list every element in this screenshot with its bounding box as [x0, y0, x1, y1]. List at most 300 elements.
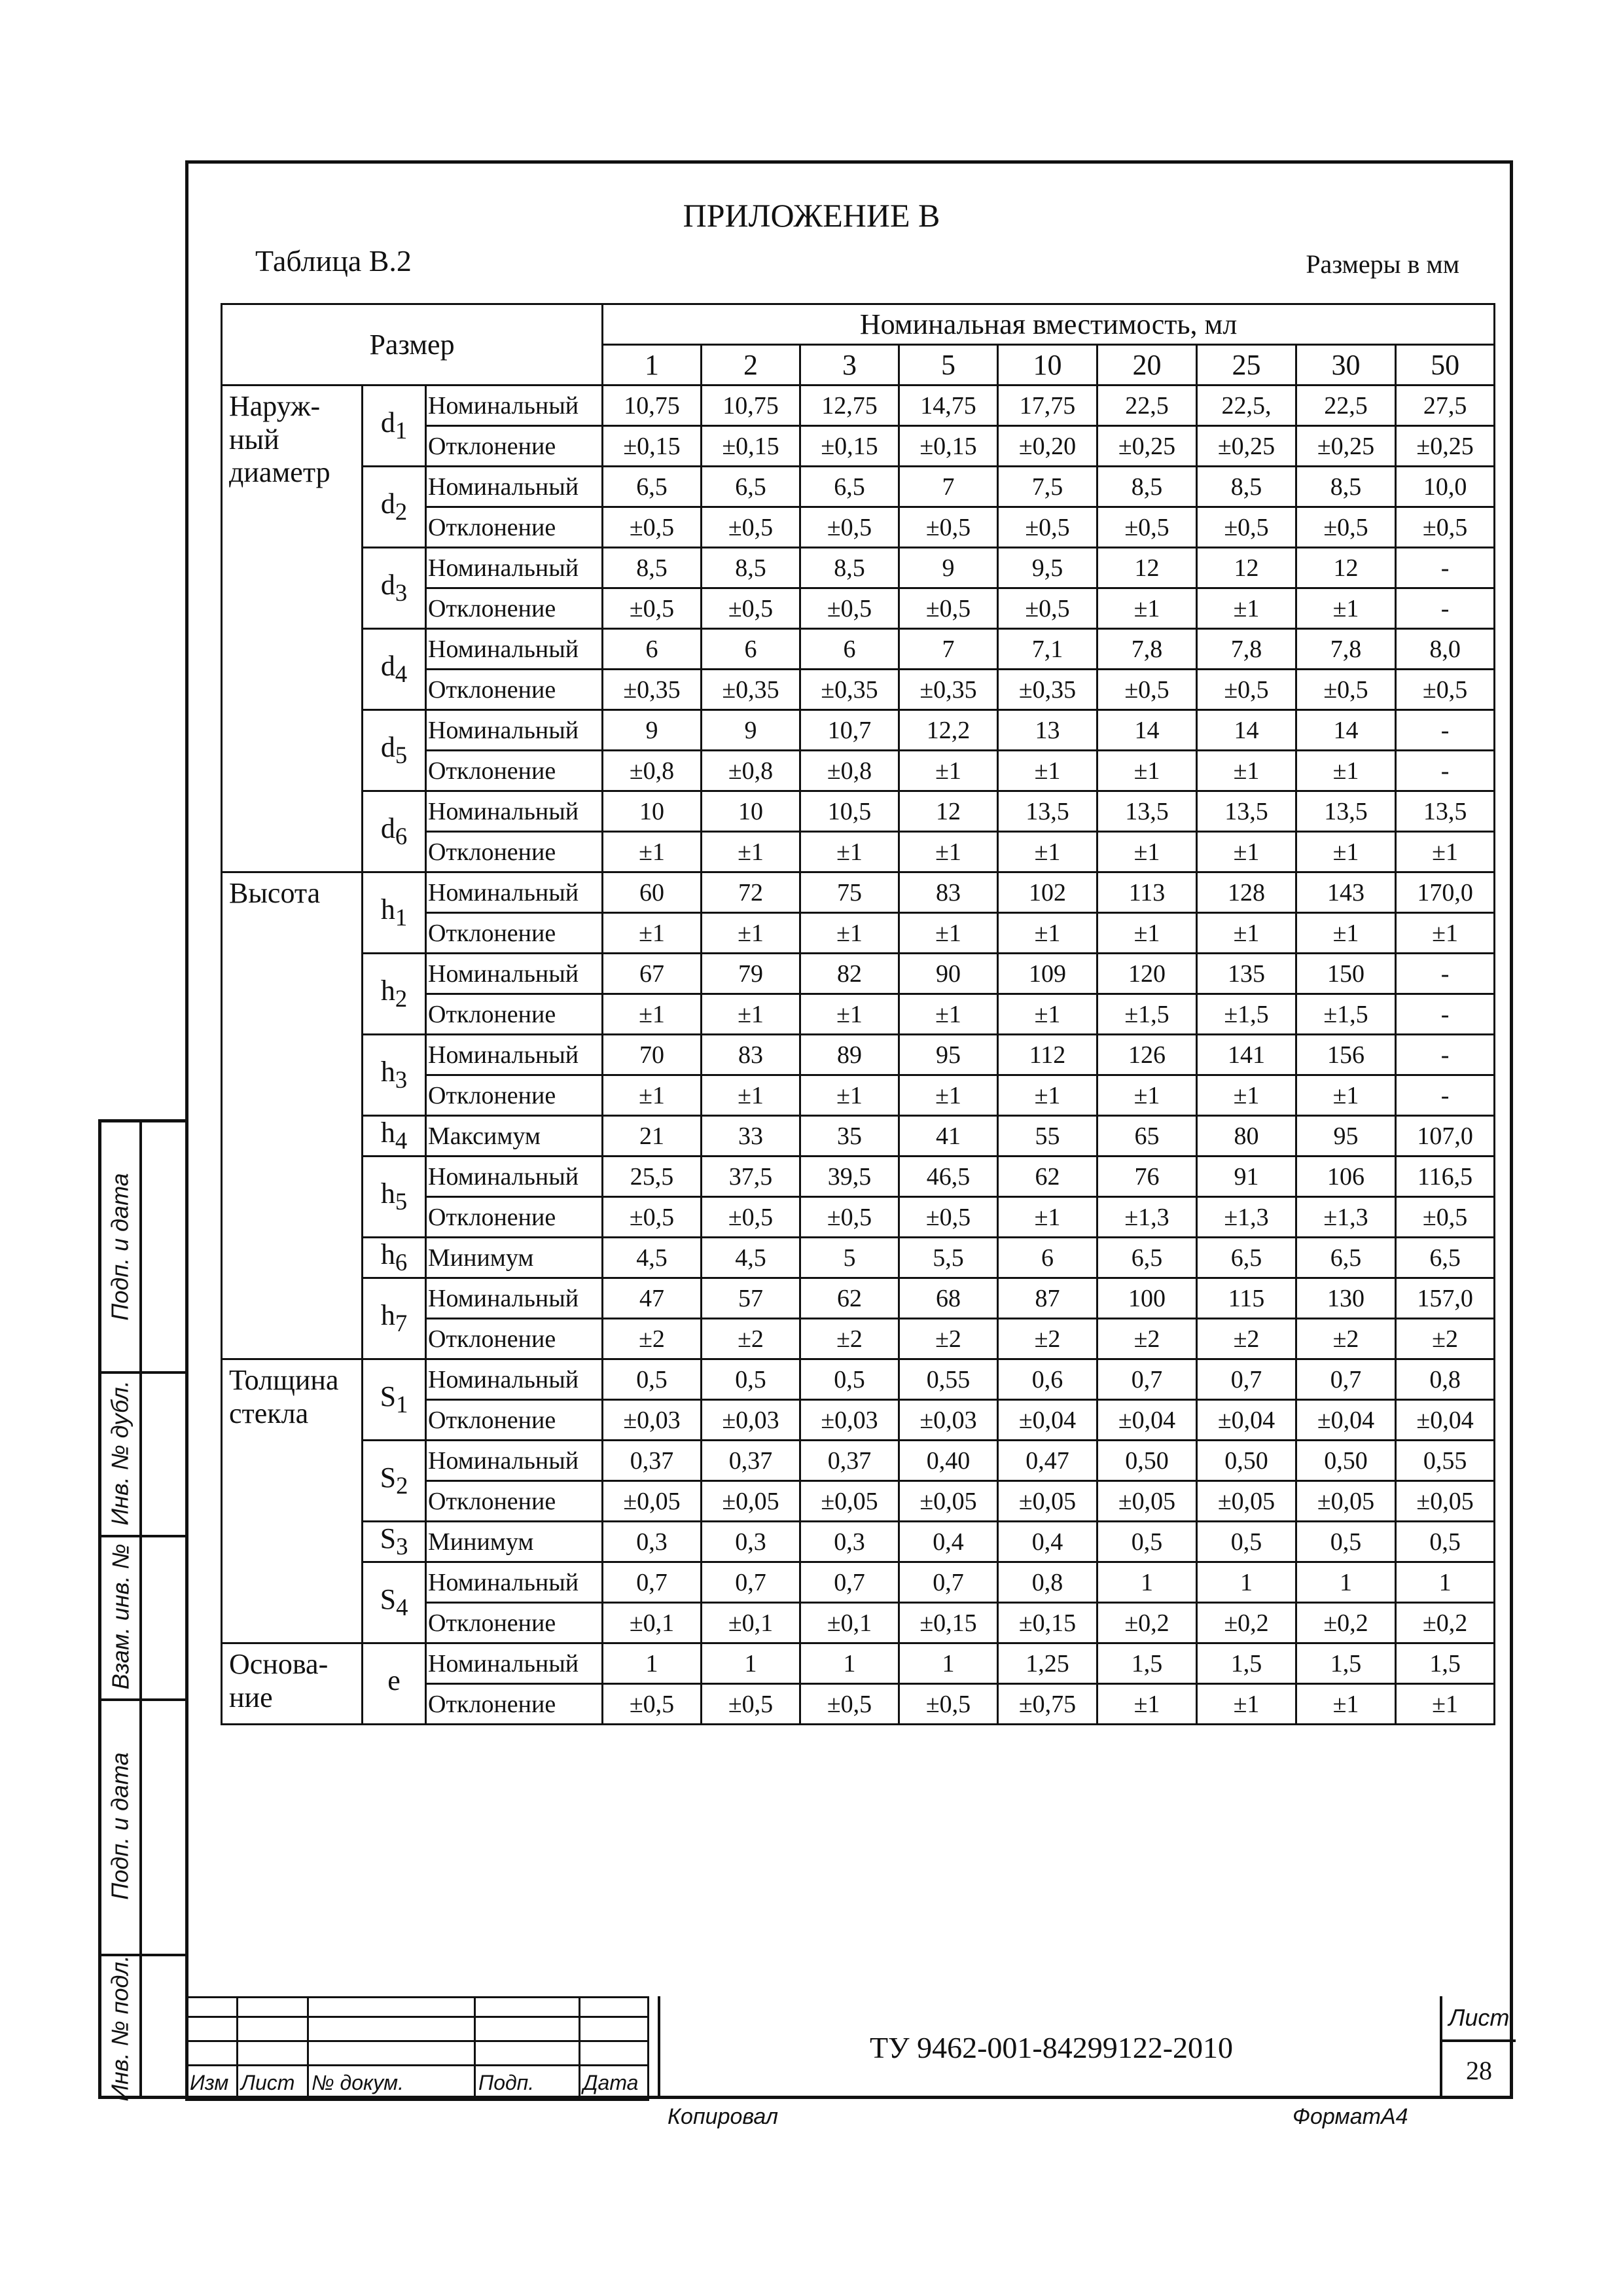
- value-cell: ±0,5: [1097, 507, 1197, 548]
- value-cell: ±2: [1296, 1319, 1396, 1359]
- value-cell: -: [1396, 994, 1495, 1035]
- value-cell: ±0,5: [702, 1684, 800, 1725]
- value-cell: ±0,05: [899, 1481, 998, 1522]
- value-cell: ±0,2: [1296, 1603, 1396, 1643]
- value-cell: ±1,3: [1197, 1197, 1296, 1238]
- value-cell: 1: [1296, 1562, 1396, 1603]
- value-cell: 1,25: [998, 1643, 1097, 1684]
- value-cell: 68: [899, 1278, 998, 1319]
- symbol-letter: h: [380, 1177, 395, 1210]
- value-cell: ±0,5: [702, 507, 800, 548]
- symbol-index: 5: [395, 1188, 408, 1215]
- value-cell: 1,5: [1296, 1643, 1396, 1684]
- table-row: [222, 1157, 1495, 1197]
- value-cell: ±0,5: [1396, 670, 1495, 710]
- value-cell: ±2: [702, 1319, 800, 1359]
- row-kind: Номинальный: [426, 1359, 603, 1400]
- value-cell: ±1: [998, 1075, 1097, 1116]
- value-cell: 80: [1197, 1116, 1296, 1157]
- value-cell: ±2: [1396, 1319, 1495, 1359]
- value-cell: ±1: [998, 832, 1097, 872]
- value-cell: ±1: [603, 913, 702, 954]
- parameter-symbol: [363, 467, 426, 548]
- symbol-index: 3: [395, 1066, 408, 1094]
- side-stamp-text: Подп. и дата: [107, 1752, 134, 1900]
- value-cell: ±0,5: [1396, 1197, 1495, 1238]
- value-cell: 130: [1296, 1278, 1396, 1319]
- parameter-symbol: [363, 1359, 426, 1441]
- value-cell: 1: [603, 1643, 702, 1684]
- value-cell: 33: [702, 1116, 800, 1157]
- title-block-label: Дата: [580, 2066, 649, 2100]
- value-cell: ±1: [1396, 913, 1495, 954]
- value-cell: 0,7: [1296, 1359, 1396, 1400]
- symbol-letter: h: [380, 893, 395, 926]
- value-cell: ±0,04: [1097, 1400, 1197, 1441]
- value-cell: ±0,05: [1197, 1481, 1296, 1522]
- value-cell: 22,5: [1296, 386, 1396, 426]
- value-cell: ±1: [702, 1075, 800, 1116]
- value-cell: 91: [1197, 1157, 1296, 1197]
- value-cell: ±0,8: [603, 751, 702, 791]
- value-cell: 5,5: [899, 1238, 998, 1278]
- value-cell: 6,5: [800, 467, 899, 507]
- parameter-symbol: [363, 548, 426, 629]
- row-kind: Отклонение: [426, 1075, 603, 1116]
- value-cell: 0,37: [603, 1441, 702, 1481]
- value-cell: ±0,8: [800, 751, 899, 791]
- symbol-index: 5: [395, 742, 408, 769]
- value-cell: 14,75: [899, 386, 998, 426]
- value-cell: 60: [603, 872, 702, 913]
- value-cell: 22,5,: [1197, 386, 1296, 426]
- value-cell: 8,5: [702, 548, 800, 588]
- value-cell: 0,50: [1296, 1441, 1396, 1481]
- value-cell: 14: [1097, 710, 1197, 751]
- document-code: ТУ 9462-001-84299122-2010: [658, 1996, 1442, 2099]
- value-cell: 90: [899, 954, 998, 994]
- table-row: [222, 1441, 1495, 1481]
- value-cell: 62: [800, 1278, 899, 1319]
- row-kind: Номинальный: [426, 386, 603, 426]
- value-cell: 10,7: [800, 710, 899, 751]
- value-cell: 7,8: [1197, 629, 1296, 670]
- side-stamp-text: Подп. и дата: [107, 1173, 134, 1321]
- value-cell: ±1: [1396, 1684, 1495, 1725]
- value-cell: 0,7: [1197, 1359, 1296, 1400]
- size-header: Размер: [222, 304, 603, 386]
- value-cell: 7,8: [1296, 629, 1396, 670]
- symbol-index: 4: [395, 1127, 408, 1155]
- symbol-letter: h: [380, 1299, 395, 1332]
- value-cell: ±1,5: [1197, 994, 1296, 1035]
- title-block: [185, 1996, 1513, 2099]
- value-cell: ±1: [1097, 1075, 1197, 1116]
- value-cell: ±1: [1097, 913, 1197, 954]
- value-cell: ±0,5: [603, 1197, 702, 1238]
- value-cell: -: [1396, 548, 1495, 588]
- sheet-number: 28: [1466, 2056, 1492, 2085]
- value-cell: ±0,5: [899, 588, 998, 629]
- symbol-letter: h: [380, 975, 395, 1007]
- row-kind: Отклонение: [426, 507, 603, 548]
- value-cell: 25,5: [603, 1157, 702, 1197]
- value-cell: 37,5: [702, 1157, 800, 1197]
- value-cell: ±1: [1296, 751, 1396, 791]
- format-label: ФорматА4: [1293, 2104, 1408, 2129]
- value-cell: ±1: [899, 751, 998, 791]
- side-stamp-signature-date-2: [101, 1698, 139, 1954]
- value-cell: 0,55: [899, 1359, 998, 1400]
- value-cell: ±1: [1296, 588, 1396, 629]
- value-cell: 12: [1197, 548, 1296, 588]
- value-cell: 65: [1097, 1116, 1197, 1157]
- value-cell: ±1: [603, 832, 702, 872]
- value-cell: 8,5: [800, 548, 899, 588]
- symbol-index: 1: [396, 1391, 408, 1418]
- value-cell: 115: [1197, 1278, 1296, 1319]
- row-kind: Номинальный: [426, 467, 603, 507]
- value-cell: 62: [998, 1157, 1097, 1197]
- value-cell: ±0,5: [1296, 670, 1396, 710]
- table-row: [222, 467, 1495, 507]
- row-kind: Номинальный: [426, 1562, 603, 1603]
- value-cell: ±1: [1197, 588, 1296, 629]
- value-cell: ±0,04: [998, 1400, 1097, 1441]
- row-kind: Номинальный: [426, 954, 603, 994]
- value-cell: 0,5: [1097, 1522, 1197, 1562]
- side-stamp-text: Инв. № дубл.: [107, 1380, 134, 1526]
- value-cell: ±1: [899, 913, 998, 954]
- row-kind: Номинальный: [426, 1643, 603, 1684]
- value-cell: 112: [998, 1035, 1097, 1075]
- value-cell: 8,5: [1296, 467, 1396, 507]
- symbol-letter: d: [380, 406, 395, 439]
- capacity-header: Номинальная вместимость, мл: [603, 304, 1495, 345]
- value-cell: ±0,25: [1197, 426, 1296, 467]
- value-cell: 10,75: [603, 386, 702, 426]
- value-cell: 0,5: [1296, 1522, 1396, 1562]
- value-cell: ±0,5: [1197, 670, 1296, 710]
- value-cell: 1,5: [1097, 1643, 1197, 1684]
- parameter-symbol: [363, 629, 426, 710]
- value-cell: ±0,5: [800, 588, 899, 629]
- parameter-symbol: [363, 1278, 426, 1359]
- symbol-letter: S: [380, 1462, 397, 1494]
- value-cell: 10,0: [1396, 467, 1495, 507]
- value-cell: 157,0: [1396, 1278, 1495, 1319]
- value-cell: 89: [800, 1035, 899, 1075]
- value-cell: 7,1: [998, 629, 1097, 670]
- value-cell: ±0,03: [899, 1400, 998, 1441]
- side-stamp: [98, 1119, 185, 2102]
- value-cell: ±1,5: [1296, 994, 1396, 1035]
- row-kind: Номинальный: [426, 1157, 603, 1197]
- value-cell: 83: [899, 872, 998, 913]
- value-cell: ±1: [998, 913, 1097, 954]
- value-cell: 0,6: [998, 1359, 1097, 1400]
- value-cell: 27,5: [1396, 386, 1495, 426]
- symbol-index: 3: [395, 579, 408, 607]
- value-cell: 10,5: [800, 791, 899, 832]
- value-cell: 7: [899, 467, 998, 507]
- parameter-symbol: [363, 1441, 426, 1522]
- title-block-label: Лист: [238, 2066, 308, 2100]
- side-stamp-signature-date: [101, 1122, 139, 1371]
- value-cell: ±1: [702, 832, 800, 872]
- value-cell: ±0,5: [1396, 507, 1495, 548]
- value-cell: 87: [998, 1278, 1097, 1319]
- dimensions-table: [221, 303, 1495, 1725]
- value-cell: ±1: [1197, 913, 1296, 954]
- group-label: Толщина стекла: [222, 1359, 363, 1643]
- value-cell: 0,8: [998, 1562, 1097, 1603]
- value-cell: ±0,05: [800, 1481, 899, 1522]
- value-cell: ±0,2: [1396, 1603, 1495, 1643]
- row-kind: Номинальный: [426, 548, 603, 588]
- value-cell: 1,5: [1396, 1643, 1495, 1684]
- value-cell: ±0,5: [702, 1197, 800, 1238]
- value-cell: 170,0: [1396, 872, 1495, 913]
- value-cell: ±0,35: [998, 670, 1097, 710]
- capacity-cell: 2: [702, 345, 800, 386]
- value-cell: ±1: [1197, 1684, 1296, 1725]
- value-cell: 10: [702, 791, 800, 832]
- value-cell: ±0,15: [998, 1603, 1097, 1643]
- value-cell: ±1: [1296, 832, 1396, 872]
- value-cell: 4,5: [702, 1238, 800, 1278]
- value-cell: ±0,5: [1296, 507, 1396, 548]
- value-cell: ±1: [899, 832, 998, 872]
- value-cell: ±0,35: [603, 670, 702, 710]
- value-cell: 0,50: [1097, 1441, 1197, 1481]
- title-block-label: № докум.: [308, 2066, 475, 2100]
- value-cell: ±2: [603, 1319, 702, 1359]
- value-cell: 1: [702, 1643, 800, 1684]
- symbol-index: 4: [395, 660, 408, 688]
- value-cell: ±2: [899, 1319, 998, 1359]
- table-row: [222, 872, 1495, 913]
- table-row: [222, 1116, 1495, 1157]
- value-cell: 0,37: [800, 1441, 899, 1481]
- row-kind: Номинальный: [426, 1035, 603, 1075]
- capacity-cell: 25: [1197, 345, 1296, 386]
- value-cell: 9: [899, 548, 998, 588]
- symbol-letter: S: [380, 1380, 397, 1413]
- value-cell: 14: [1296, 710, 1396, 751]
- table-row: [222, 710, 1495, 751]
- value-cell: 6,5: [1097, 1238, 1197, 1278]
- value-cell: 8,5: [1197, 467, 1296, 507]
- table-row: [222, 1238, 1495, 1278]
- row-kind: Отклонение: [426, 1197, 603, 1238]
- value-cell: 8,5: [603, 548, 702, 588]
- value-cell: ±0,5: [603, 588, 702, 629]
- title-block-label: Изм: [187, 2066, 238, 2100]
- symbol-index: 2: [395, 498, 408, 526]
- value-cell: ±0,04: [1296, 1400, 1396, 1441]
- row-kind: Минимум: [426, 1238, 603, 1278]
- value-cell: 6,5: [1197, 1238, 1296, 1278]
- side-stamp-text: Инв. № подл.: [107, 1954, 134, 2102]
- value-cell: ±1: [1197, 832, 1296, 872]
- value-cell: ±0,04: [1396, 1400, 1495, 1441]
- capacity-cell: 30: [1296, 345, 1396, 386]
- value-cell: ±0,5: [702, 588, 800, 629]
- value-cell: 106: [1296, 1157, 1396, 1197]
- value-cell: ±0,35: [800, 670, 899, 710]
- value-cell: ±1: [998, 751, 1097, 791]
- table-row: [222, 1278, 1495, 1319]
- value-cell: 0,7: [1097, 1359, 1197, 1400]
- value-cell: -: [1396, 710, 1495, 751]
- value-cell: 1,5: [1197, 1643, 1296, 1684]
- row-kind: Отклонение: [426, 1603, 603, 1643]
- value-cell: ±1: [800, 994, 899, 1035]
- value-cell: ±1: [702, 994, 800, 1035]
- title-block-label: Подп.: [475, 2066, 580, 2100]
- symbol-index: 6: [395, 823, 408, 850]
- value-cell: 9,5: [998, 548, 1097, 588]
- value-cell: ±1: [800, 1075, 899, 1116]
- value-cell: ±0,2: [1097, 1603, 1197, 1643]
- value-cell: 107,0: [1396, 1116, 1495, 1157]
- value-cell: 14: [1197, 710, 1296, 751]
- row-kind: Минимум: [426, 1522, 603, 1562]
- value-cell: 75: [800, 872, 899, 913]
- side-stamp-replace-inventory: [101, 1535, 139, 1698]
- capacity-cell: 3: [800, 345, 899, 386]
- value-cell: 0,8: [1396, 1359, 1495, 1400]
- value-cell: ±0,05: [702, 1481, 800, 1522]
- parameter-symbol: [363, 1643, 426, 1725]
- value-cell: 6: [603, 629, 702, 670]
- value-cell: 0,5: [1396, 1522, 1495, 1562]
- value-cell: 95: [899, 1035, 998, 1075]
- value-cell: 41: [899, 1116, 998, 1157]
- value-cell: ±0,5: [800, 1197, 899, 1238]
- value-cell: 6: [998, 1238, 1097, 1278]
- value-cell: 95: [1296, 1116, 1396, 1157]
- value-cell: 79: [702, 954, 800, 994]
- table-row: [222, 1035, 1495, 1075]
- table-row: [222, 1359, 1495, 1400]
- value-cell: 17,75: [998, 386, 1097, 426]
- symbol-letter: h: [380, 1056, 395, 1088]
- symbol-letter: d: [380, 569, 395, 601]
- parameter-symbol: [363, 1157, 426, 1238]
- table-row: [222, 791, 1495, 832]
- value-cell: 13,5: [1396, 791, 1495, 832]
- value-cell: 0,4: [899, 1522, 998, 1562]
- value-cell: 21: [603, 1116, 702, 1157]
- value-cell: 6,5: [702, 467, 800, 507]
- group-label: Наруж- ный диаметр: [222, 386, 363, 872]
- value-cell: 47: [603, 1278, 702, 1319]
- value-cell: 13,5: [998, 791, 1097, 832]
- capacity-cell: 10: [998, 345, 1097, 386]
- value-cell: ±1: [1097, 832, 1197, 872]
- parameter-symbol: [363, 954, 426, 1035]
- value-cell: ±0,5: [603, 1684, 702, 1725]
- value-cell: ±0,15: [702, 426, 800, 467]
- symbol-letter: e: [387, 1664, 401, 1697]
- row-kind: Отклонение: [426, 751, 603, 791]
- value-cell: 57: [702, 1278, 800, 1319]
- value-cell: 13,5: [1296, 791, 1396, 832]
- value-cell: 12: [899, 791, 998, 832]
- value-cell: ±1: [899, 994, 998, 1035]
- value-cell: ±0,5: [1097, 670, 1197, 710]
- row-kind: Отклонение: [426, 1400, 603, 1441]
- group-label: Высота: [222, 872, 363, 1359]
- value-cell: 0,47: [998, 1441, 1097, 1481]
- value-cell: ±0,1: [702, 1603, 800, 1643]
- value-cell: ±0,8: [702, 751, 800, 791]
- value-cell: ±0,75: [998, 1684, 1097, 1725]
- value-cell: ±2: [1097, 1319, 1197, 1359]
- group-label: Основа- ние: [222, 1643, 363, 1725]
- value-cell: 102: [998, 872, 1097, 913]
- value-cell: ±0,03: [603, 1400, 702, 1441]
- value-cell: 6: [702, 629, 800, 670]
- value-cell: ±0,5: [998, 507, 1097, 548]
- symbol-index: 4: [396, 1594, 408, 1621]
- value-cell: ±1: [998, 994, 1097, 1035]
- value-cell: 8,5: [1097, 467, 1197, 507]
- value-cell: ±0,35: [899, 670, 998, 710]
- value-cell: ±0,5: [1197, 507, 1296, 548]
- value-cell: 6,5: [1396, 1238, 1495, 1278]
- value-cell: ±0,20: [998, 426, 1097, 467]
- parameter-symbol: [363, 1116, 426, 1157]
- value-cell: 0,37: [702, 1441, 800, 1481]
- table-row: [222, 1562, 1495, 1603]
- value-cell: 9: [702, 710, 800, 751]
- row-kind: Номинальный: [426, 710, 603, 751]
- value-cell: 7: [899, 629, 998, 670]
- value-cell: 4,5: [603, 1238, 702, 1278]
- value-cell: 0,3: [603, 1522, 702, 1562]
- row-kind: Отклонение: [426, 1481, 603, 1522]
- value-cell: 0,3: [702, 1522, 800, 1562]
- table-row: [222, 629, 1495, 670]
- value-cell: 6,5: [603, 467, 702, 507]
- value-cell: 1: [1197, 1562, 1296, 1603]
- capacity-cell: 1: [603, 345, 702, 386]
- value-cell: ±0,15: [899, 426, 998, 467]
- value-cell: 55: [998, 1116, 1097, 1157]
- table-row: [222, 1522, 1495, 1562]
- symbol-index: 6: [395, 1249, 408, 1276]
- parameter-symbol: [363, 791, 426, 872]
- table-caption: Таблица В.2: [255, 244, 412, 278]
- value-cell: ±0,5: [800, 507, 899, 548]
- value-cell: 72: [702, 872, 800, 913]
- value-cell: ±0,35: [702, 670, 800, 710]
- value-cell: 0,50: [1197, 1441, 1296, 1481]
- row-kind: Номинальный: [426, 872, 603, 913]
- value-cell: 0,5: [702, 1359, 800, 1400]
- value-cell: 22,5: [1097, 386, 1197, 426]
- side-stamp-text: Взам. инв. №: [107, 1543, 134, 1690]
- value-cell: ±0,1: [800, 1603, 899, 1643]
- row-kind: Номинальный: [426, 629, 603, 670]
- value-cell: ±1: [1197, 751, 1296, 791]
- symbol-letter: d: [380, 812, 395, 845]
- value-cell: ±0,04: [1197, 1400, 1296, 1441]
- capacity-cell: 50: [1396, 345, 1495, 386]
